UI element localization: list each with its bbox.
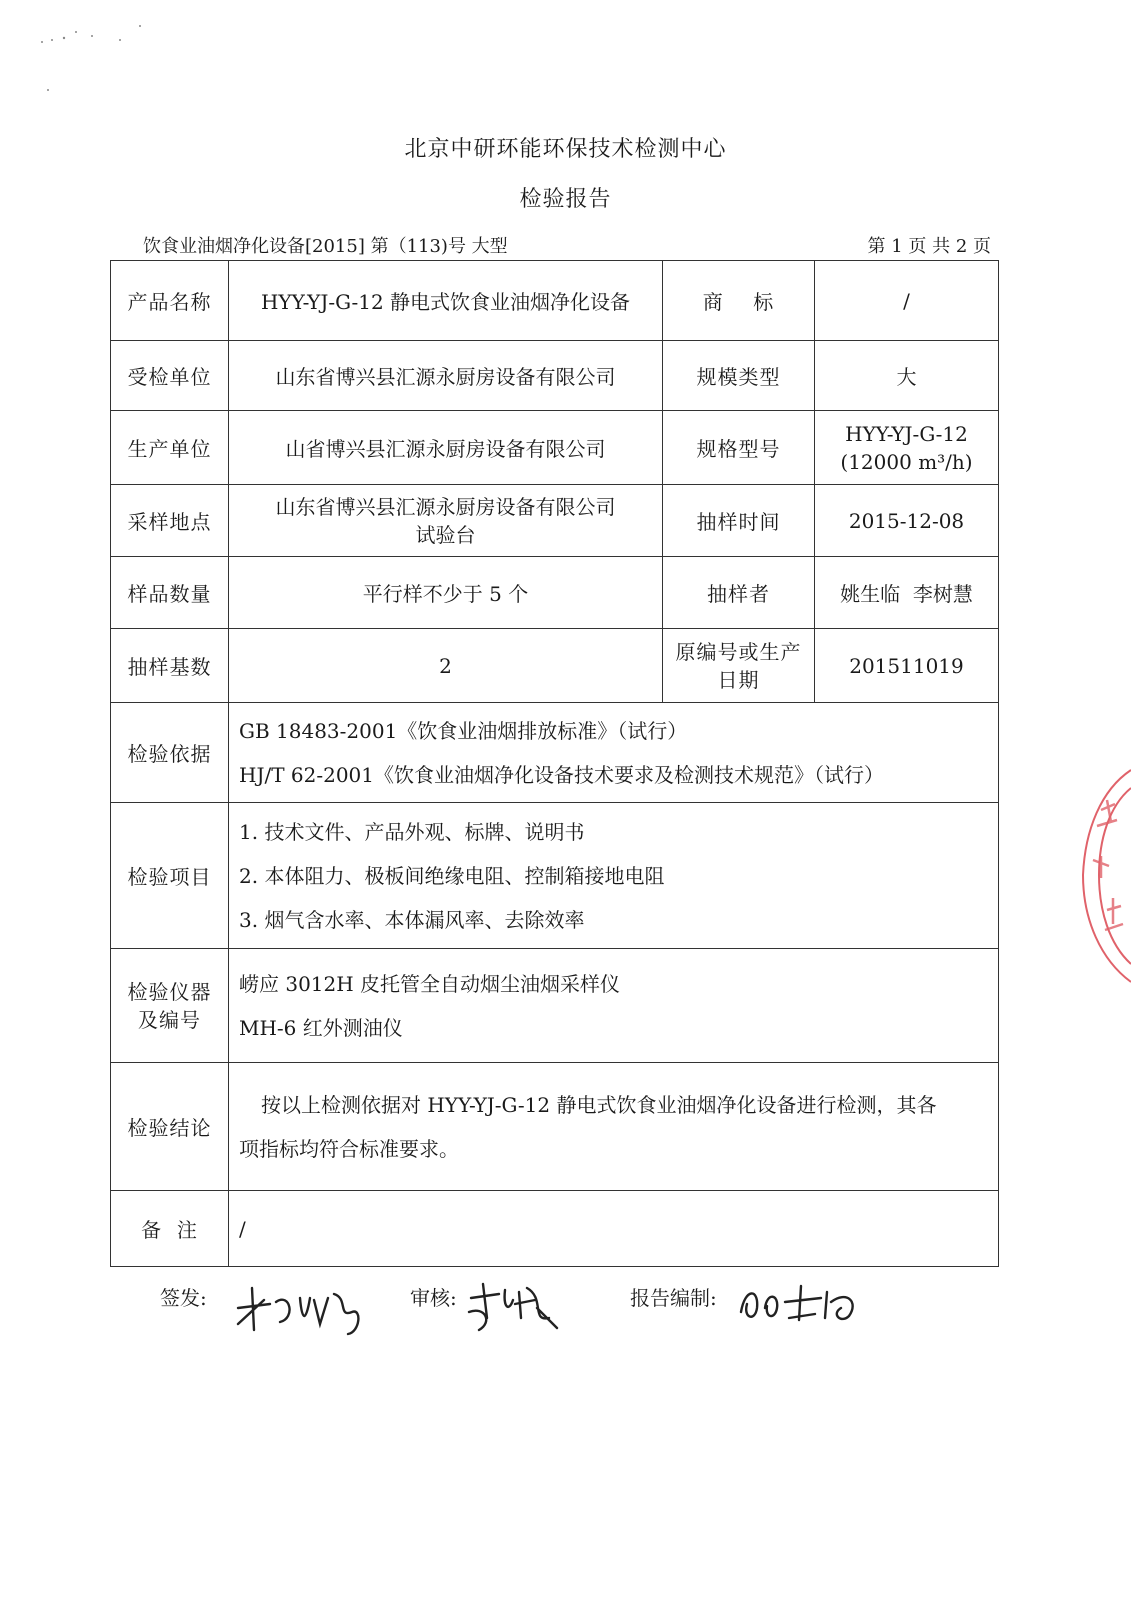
scale-type-value: 大 [815, 341, 999, 411]
sample-base-value: 2 [229, 629, 663, 703]
compile-label: 报告编制: [630, 1286, 717, 1310]
issue-label: 签发: [160, 1286, 207, 1310]
site-label: 采样地点 [111, 485, 229, 557]
row-qty [111, 557, 999, 629]
test-item: 2. 本体阻力、极板间绝缘电阻、控制箱接地电阻 [239, 863, 665, 888]
orig-no-value: 201511019 [815, 629, 999, 703]
basis-item: HJ/T 62-2001《饮食业油烟净化设备技术要求及检测技术规范》（试行） [239, 762, 884, 787]
remarks-label: 备 注 [111, 1191, 229, 1267]
row-instruments [111, 949, 999, 1063]
test-item: 1. 技术文件、产品外观、标牌、说明书 [239, 819, 585, 844]
site-value-line1: 山东省博兴县汇源永厨房设备有限公司 [275, 494, 616, 519]
orig-no-label [663, 629, 815, 703]
product-name-label: 产品名称 [111, 261, 229, 341]
reviewer-signature [465, 1278, 565, 1338]
items-label: 检验项目 [111, 803, 229, 949]
sample-base-label: 抽样基数 [111, 629, 229, 703]
row-conclusion [111, 1063, 999, 1191]
instruments-value [229, 949, 999, 1063]
basis-label: 检验依据 [111, 703, 229, 803]
row-maker [111, 411, 999, 485]
row-site [111, 485, 999, 557]
conclusion-label: 检验结论 [111, 1063, 229, 1191]
sampler-value: 姚生临 李树慧 [815, 557, 999, 629]
row-client [111, 341, 999, 411]
scale-type-label: 规模类型 [663, 341, 815, 411]
report-table [110, 260, 999, 1267]
instruments-label-line2: 及编号 [138, 1007, 201, 1032]
site-value-line2: 试验台 [415, 522, 476, 547]
trademark-label: 商 标 [663, 261, 815, 341]
row-basis [111, 703, 999, 803]
row-items [111, 803, 999, 949]
model-value-line2: (12000 m³/h) [840, 449, 973, 474]
maker-value: 山省博兴县汇源永厨房设备有限公司 [229, 411, 663, 485]
instruments-label-line1: 检验仪器 [127, 979, 212, 1004]
client-value: 山东省博兴县汇源永厨房设备有限公司 [229, 341, 663, 411]
review-label: 审核: [410, 1286, 457, 1310]
sampling-time-label: 抽样时间 [663, 485, 815, 557]
issuer-signature [230, 1278, 380, 1338]
compiler-signature [735, 1278, 865, 1328]
sample-qty-label: 样品数量 [111, 557, 229, 629]
site-value [229, 485, 663, 557]
remarks-value: / [229, 1191, 999, 1267]
doc-title: 检验报告 [519, 187, 612, 212]
product-name-value: HYY-YJ-G-12 静电式饮食业油烟净化设备 [229, 261, 663, 341]
red-stamp-partial [1071, 760, 1131, 990]
instrument-item: 崂应 3012H 皮托管全自动烟尘油烟采样仪 [239, 971, 621, 996]
row-product [111, 261, 999, 341]
sampler-label: 抽样者 [663, 557, 815, 629]
client-label: 受检单位 [111, 341, 229, 411]
basis-value [229, 703, 999, 803]
items-value [229, 803, 999, 949]
conclusion-line2: 项指标均符合标准要求。 [239, 1136, 459, 1161]
scan-specks [38, 20, 158, 100]
row-base [111, 629, 999, 703]
maker-label: 生产单位 [111, 411, 229, 485]
instruments-label [111, 949, 229, 1063]
orig-no-label-line1: 原编号或生产 [675, 639, 802, 664]
page-info: 第 1 页 共 2 页 [867, 236, 991, 257]
orig-no-label-line2: 日期 [717, 667, 760, 692]
instrument-item: MH-6 红外测油仪 [239, 1015, 403, 1040]
model-value [815, 411, 999, 485]
sampling-time-value: 2015-12-08 [815, 485, 999, 557]
conclusion-value [229, 1063, 999, 1191]
sample-qty-value: 平行样不少于 5 个 [229, 557, 663, 629]
org-title: 北京中研环能环保技术检测中心 [404, 137, 727, 162]
trademark-value: / [815, 261, 999, 341]
report-number: 饮食业油烟净化设备[2015] 第（113)号 大型 [143, 236, 508, 257]
basis-item: GB 18483-2001《饮食业油烟排放标准》（试行） [239, 718, 688, 743]
test-item: 3. 烟气含水率、本体漏风率、去除效率 [239, 907, 585, 932]
row-remarks [111, 1191, 999, 1267]
model-value-line1: HYY-YJ-G-12 [845, 421, 968, 446]
conclusion-line1: 按以上检测依据对 HYY-YJ-G-12 静电式饮食业油烟净化设备进行检测，其各 [261, 1092, 937, 1117]
model-label: 规格型号 [663, 411, 815, 485]
signature-row [160, 1278, 1020, 1338]
